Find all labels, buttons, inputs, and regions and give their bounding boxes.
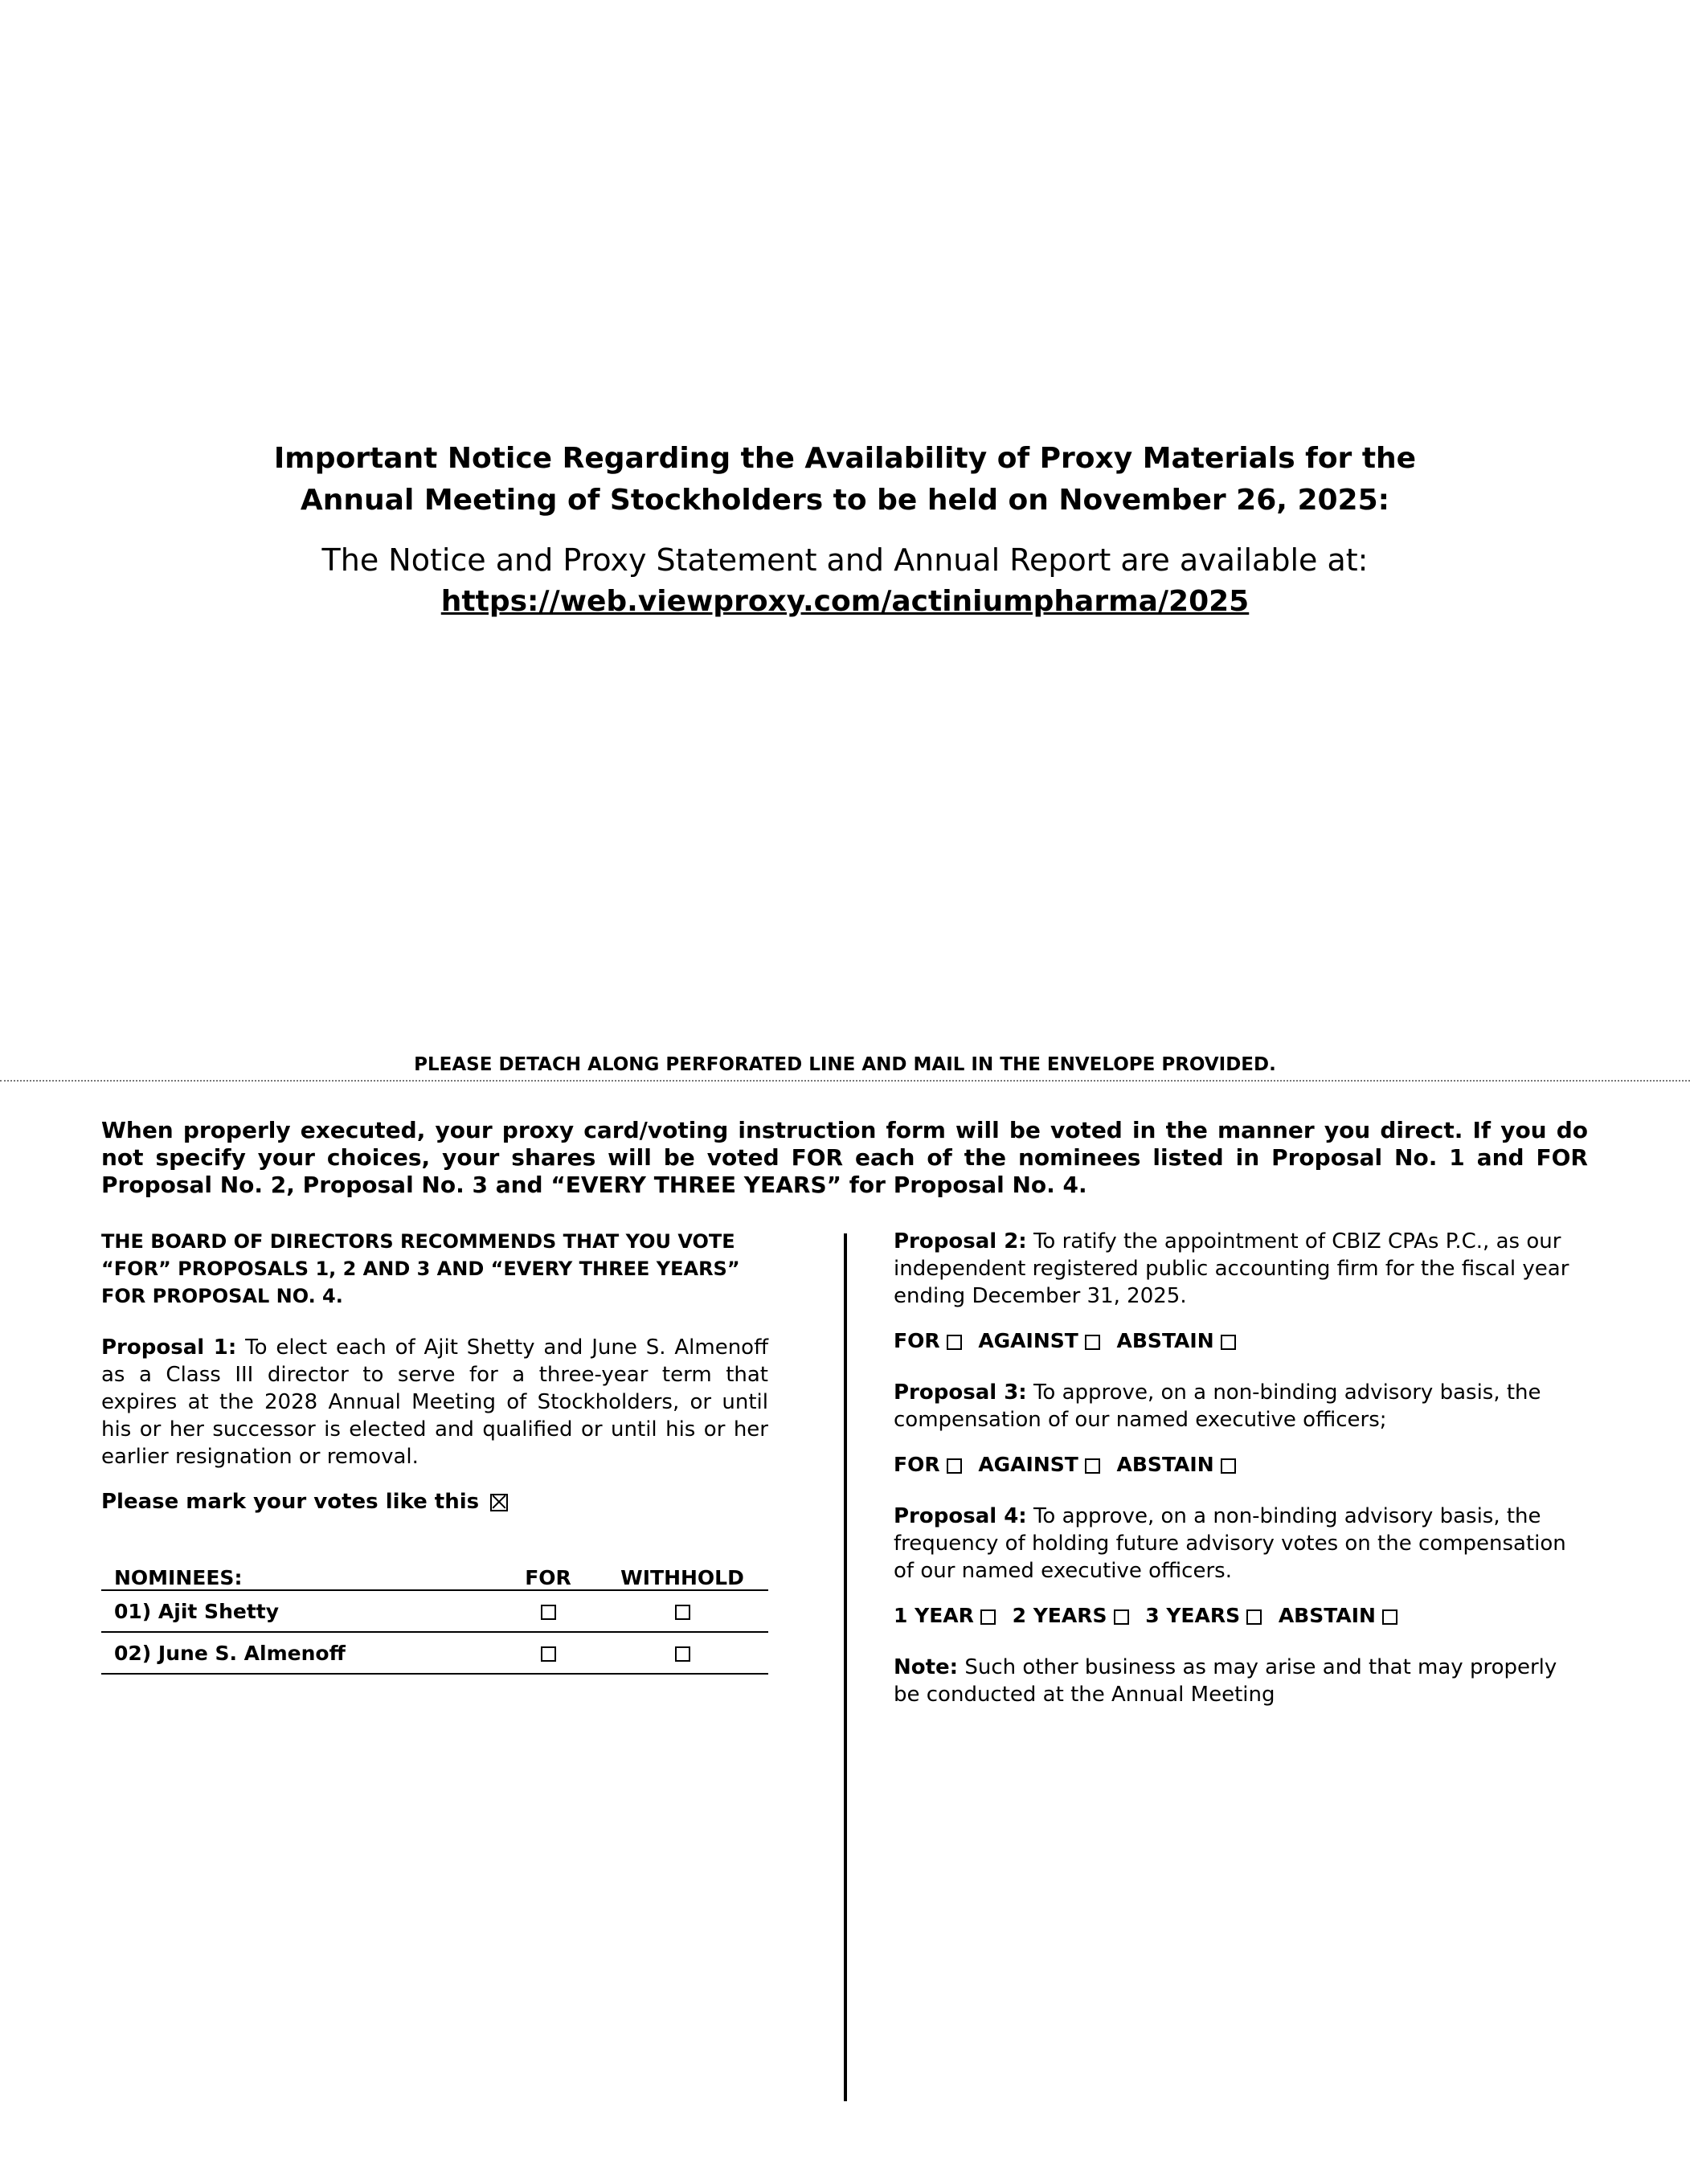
proposal-1-label: Proposal 1:	[101, 1335, 237, 1360]
proposal-3-label: Proposal 3:	[894, 1380, 1027, 1405]
proposal-4-option-abstain[interactable]: ABSTAIN	[1279, 1604, 1397, 1627]
proposal-1-text: To elect each of Ajit Shetty and June S. Almenoff as a Class III director to serve for a three-year term that expires at the 2028 Annual Meeting of Stockholders, or until his or her successor is elected and qualified or until his or her earlier resignation or removal.	[101, 1335, 768, 1469]
voting-intro-text: When properly executed, your proxy card/voting instruction form will be voted in the manner you direct. If you do not specify your choices, your shares will be voted FOR each of the nominees listed in Proposal No. 1 and FOR Proposal No. 2, Proposal No. 3 and “EVERY THREE YEARS” for Proposal No. 4.	[101, 1117, 1588, 1198]
checkbox-icon[interactable]	[947, 1335, 962, 1350]
table-row	[101, 1632, 768, 1674]
perforated-line	[0, 1080, 1690, 1082]
proxy-materials-notice	[0, 438, 1690, 623]
checkbox-icon[interactable]	[1114, 1609, 1129, 1625]
proposal-3-option-against[interactable]: AGAINST	[978, 1453, 1100, 1476]
proposal-2-option-abstain[interactable]: ABSTAIN	[1117, 1329, 1236, 1352]
checkbox-icon[interactable]	[1382, 1609, 1397, 1625]
proposal-3	[894, 1379, 1577, 1434]
nominee-name: 01) Ajit Shetty	[101, 1590, 500, 1632]
proposal-2	[894, 1228, 1577, 1310]
mark-votes-instruction	[101, 1488, 768, 1515]
proposal-4-options	[894, 1602, 1577, 1630]
proposal-2-option-for[interactable]: FOR	[894, 1329, 962, 1352]
proposal-3-option-for[interactable]: FOR	[894, 1453, 962, 1476]
proposal-3-text: To approve, on a non-binding advisory basis, the compensation of our named executive officers;	[894, 1380, 1541, 1432]
proxy-materials-link[interactable]: https://web.viewproxy.com/actiniumpharma/2025	[440, 585, 1250, 618]
nominees-header: NOMINEES:	[101, 1540, 500, 1590]
proposal-4-option-3-years[interactable]: 3 YEARS	[1145, 1604, 1262, 1627]
board-recommendation: THE BOARD OF DIRECTORS RECOMMENDS THAT YOU VOTE “FOR” PROPOSALS 1, 2 AND 3 AND “EVERY THREE YEARS” FOR PROPOSAL NO. 4.	[101, 1230, 740, 1307]
note-label: Note:	[894, 1655, 959, 1679]
notice-heading-line-1: Important Notice Regarding the Availability of Proxy Materials for the	[273, 442, 1417, 475]
proposal-4-text: To approve, on a non-binding advisory basis, the frequency of holding future advisory votes on the compensation of our named executive officers.	[894, 1504, 1566, 1583]
nominee-name: 02) June S. Almenoff	[101, 1632, 500, 1674]
checkbox-icon[interactable]	[980, 1609, 996, 1625]
proposal-4-label: Proposal 4:	[894, 1504, 1027, 1528]
proposal-2-options	[894, 1327, 1577, 1355]
nominee-1-for-checkbox[interactable]	[541, 1605, 556, 1620]
nominee-1-withhold-checkbox[interactable]	[675, 1605, 690, 1620]
checkbox-icon[interactable]	[1221, 1458, 1236, 1474]
right-column	[894, 1228, 1577, 1708]
left-column	[101, 1228, 768, 1675]
proposal-2-text: To ratify the appointment of CBIZ CPAs P.C., as our independent registered public accounting firm for the fiscal year ending December 31, 2025.	[894, 1229, 1569, 1308]
proposal-3-option-abstain[interactable]: ABSTAIN	[1117, 1453, 1236, 1476]
checkbox-icon[interactable]	[947, 1458, 962, 1474]
marked-checkbox-example-icon	[490, 1494, 508, 1511]
proposal-4-option-2-years[interactable]: 2 YEARS	[1013, 1604, 1129, 1627]
nominees-table	[101, 1540, 768, 1675]
proposal-2-label: Proposal 2:	[894, 1229, 1027, 1254]
nominee-2-withhold-checkbox[interactable]	[675, 1646, 690, 1662]
proposal-1	[101, 1334, 768, 1470]
nominee-2-for-checkbox[interactable]	[541, 1646, 556, 1662]
checkbox-icon[interactable]	[1085, 1335, 1100, 1350]
checkbox-icon[interactable]	[1221, 1335, 1236, 1350]
withhold-header: WITHHOLD	[596, 1540, 768, 1590]
proposal-4	[894, 1503, 1577, 1585]
note	[894, 1654, 1577, 1708]
detach-instruction: PLEASE DETACH ALONG PERFORATED LINE AND MAIL IN THE ENVELOPE PROVIDED.	[414, 1054, 1276, 1075]
availability-text: The Notice and Proxy Statement and Annual Report are available at:	[321, 542, 1369, 578]
column-divider	[844, 1233, 847, 2101]
for-header: FOR	[500, 1540, 596, 1590]
mark-votes-label: Please mark your votes like this	[101, 1490, 480, 1514]
proposal-2-option-against[interactable]: AGAINST	[978, 1329, 1100, 1352]
proposal-3-options	[894, 1451, 1577, 1478]
proposal-4-option-1-year[interactable]: 1 YEAR	[894, 1604, 996, 1627]
notice-heading-line-2: Annual Meeting of Stockholders to be held on November 26, 2025:	[300, 484, 1390, 517]
checkbox-icon[interactable]	[1085, 1458, 1100, 1474]
note-text: Such other business as may arise and that may properly be conducted at the Annual Meeting	[894, 1655, 1557, 1707]
nominees-table-header	[101, 1540, 768, 1590]
checkbox-icon[interactable]	[1246, 1609, 1262, 1625]
table-row	[101, 1590, 768, 1632]
